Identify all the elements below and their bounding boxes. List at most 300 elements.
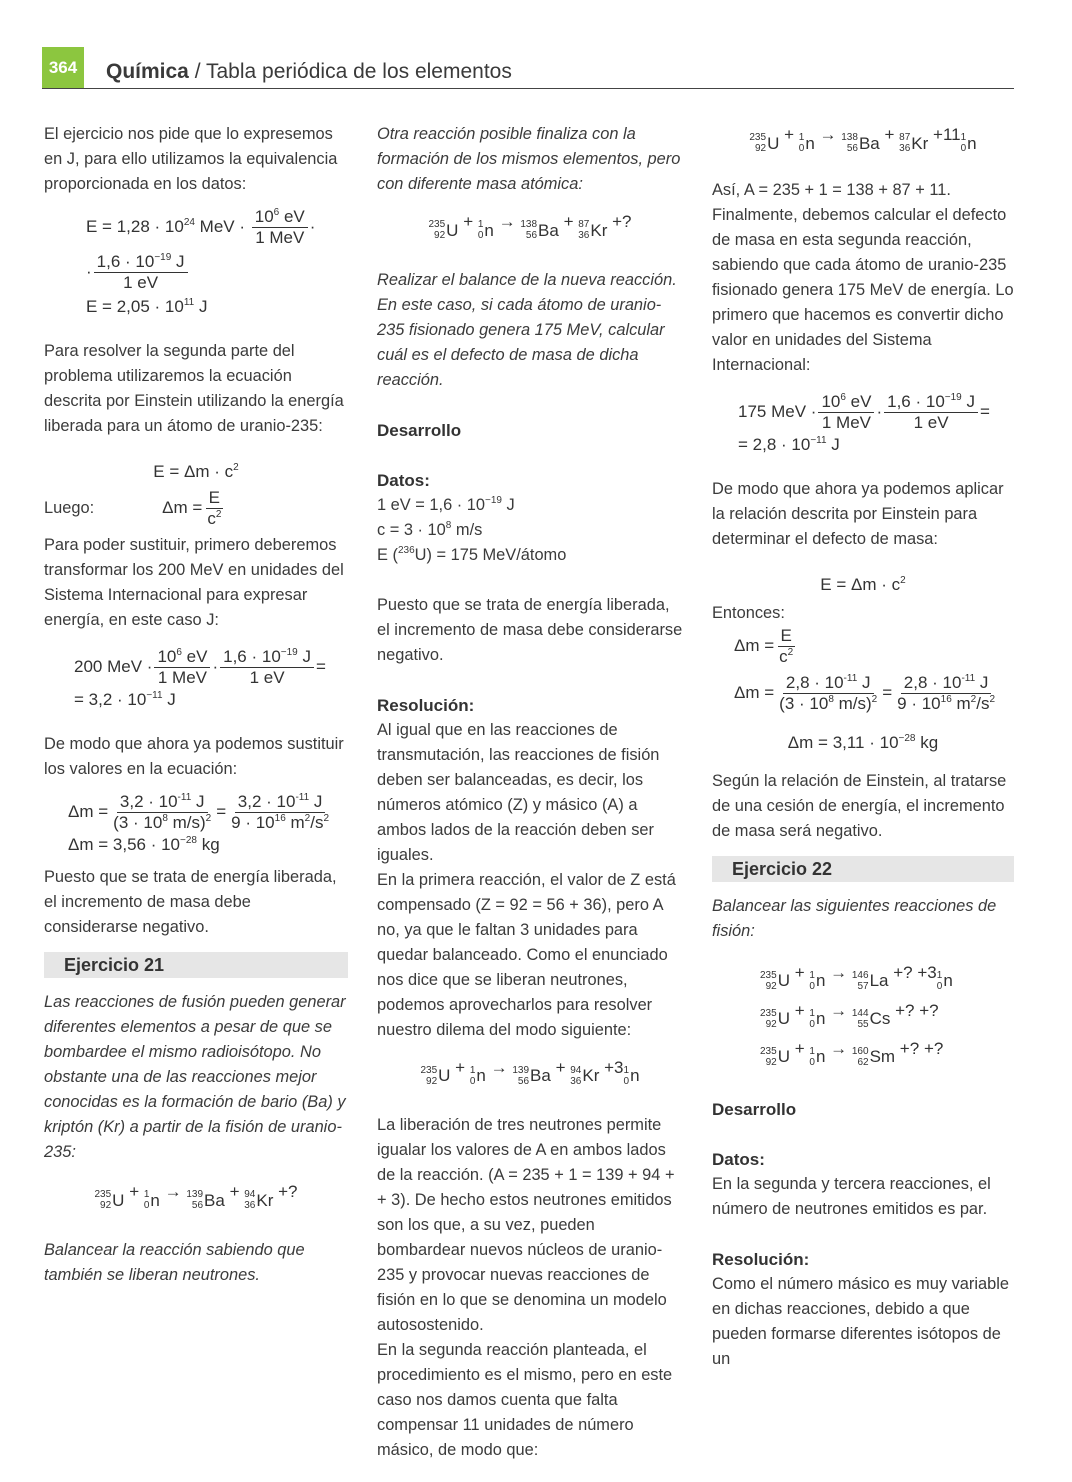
fraction (252, 207, 308, 248)
paragraph: La liberación de tres neutrones permite igualar los valores de A en ambos lados de la reacción. (A = 235 + 1 = 139 + 94 + + 3). De hecho estos neutrones emitidos son los que, a su vez, pueden bombardear nuevos núcleos de uranio-235 y provocar nuevas reacciones de fisión en lo que se denomina un modelo autosostenido. (377, 1116, 675, 1334)
eq-term: 1,6 · 10 (223, 647, 281, 666)
plus-sign: + (129, 1182, 140, 1201)
atomic-number: 0 (809, 1018, 815, 1030)
coefficient: 3 (614, 1057, 624, 1077)
nuclide (809, 1004, 825, 1034)
unknown: ? (933, 1038, 944, 1058)
equation-energy-joules: $E = 1,28 \cdot 10^{24}$ MeV · $\frac{10^6 eV}{\text{1 MeV}}$ · · $\frac{1,6 \cdot 10^{-19} J}{1 eV}$ $E = 2,05 \cdot 10^{11}$ J (86, 207, 316, 316)
eq-term: eV (181, 647, 208, 666)
eq-term: E (206, 488, 223, 509)
eq-term: 1 eV (913, 412, 949, 432)
eq-sup: −19 (154, 252, 172, 263)
nuclide (760, 1042, 790, 1072)
nuclide (428, 218, 458, 243)
fraction (776, 626, 796, 667)
element-symbol: n (484, 220, 494, 240)
mass-number: 160 (851, 1045, 869, 1057)
mass-number: 1 (960, 132, 967, 143)
nuclide (760, 966, 790, 996)
eq-term: Δm = (68, 801, 109, 821)
eq-term: 1,6 · 10 (96, 252, 155, 271)
eq-term: m (285, 813, 305, 832)
eq-sup: -11 (961, 672, 976, 684)
element-symbol: La (869, 970, 889, 990)
fraction (204, 488, 224, 529)
atomic-number: 0 (469, 1075, 476, 1087)
atomic-number: 36 (578, 230, 590, 241)
mass-number: 1 (477, 219, 484, 230)
fraction (228, 792, 332, 833)
data-line (377, 493, 683, 518)
paragraph: Así, A = 235 + 1 = 138 + 87 + 11. Finalmente, debemos calcular el defecto de masa en esta segunda reacción, sabiendo que cada átomo de uranio-235 fisionado genera 175 MeV de energía. Lo primero que hacemos es convertir dicho valor en unidades del Sistema Internacional: (712, 180, 1014, 374)
arrow: → (498, 212, 516, 231)
eq-sup: 8 (162, 813, 168, 824)
plus-sign: + (555, 1057, 566, 1077)
reaction-2 (377, 209, 683, 243)
separator: / (188, 60, 206, 83)
eq-term: eV (845, 391, 872, 411)
column-1 (44, 122, 348, 1288)
plus-sign: + (604, 1057, 615, 1077)
mass-number: 1 (798, 132, 805, 143)
eq-sup: 2 (970, 693, 977, 705)
element-symbol: n (815, 1046, 826, 1066)
page-number: 364 (42, 47, 84, 89)
nuclide (512, 1063, 550, 1088)
eq-term: m/s) (833, 693, 872, 713)
atomic-number: 62 (857, 1056, 869, 1068)
equation-200mev: 200 MeV · $\frac{10^6 eV}{\text{1 MeV}}$ · $\frac{1,6 \cdot 10^{-19} J}{1 eV}$ = = $3,2 \cdot 10^{-11}$ J (74, 647, 326, 709)
eq-term: = 3,2 · 10 (74, 690, 147, 709)
eq-term: E = Δm · c (820, 574, 901, 594)
reaction-cs (760, 996, 1014, 1034)
paragraph: En la segunda y tercera reacciones, el número de neutrones emitidos es par. (712, 1174, 991, 1218)
plus-sign: + (899, 1038, 910, 1058)
eq-sup: -11 (177, 792, 192, 803)
mass-number: 139 (186, 1189, 204, 1200)
mass-number: 139 (512, 1064, 530, 1076)
equation-delta-m (162, 488, 226, 529)
eq-sup: −28 (180, 835, 197, 846)
plus-sign: + (278, 1182, 289, 1201)
atomic-number: 0 (809, 980, 815, 992)
exercise-21-heading: Ejercicio 21 (44, 952, 348, 978)
eq-sup: 11 (183, 297, 195, 308)
atomic-number: 36 (570, 1075, 582, 1087)
eq-term: Δm = (734, 635, 775, 655)
fraction (776, 673, 880, 714)
paragraph: Balancear la reacción sabiendo que también se liberan neutrones. (44, 1240, 305, 1284)
eq-term: 1 MeV (821, 412, 872, 432)
eq-sup: 2 (787, 646, 794, 658)
eq-term: J (162, 690, 176, 709)
element-symbol: n (805, 133, 815, 153)
column-2 (377, 122, 683, 1463)
plus-sign: + (563, 212, 574, 231)
plus-sign: + (884, 125, 895, 144)
paragraph: Balancear las siguientes reacciones de fisión: (712, 896, 997, 940)
nuclide (852, 1004, 890, 1034)
atomic-number: 0 (623, 1075, 630, 1087)
atomic-number: 0 (143, 1200, 150, 1211)
nuclide (144, 1188, 160, 1213)
eq-sup: 2 (205, 813, 212, 824)
atomic-number: 0 (936, 980, 943, 992)
paragraph: Las reacciones de fusión pueden generar diferentes elementos a pesar de que se bombardee el mismo radioisótopo. No obstante una de las reacciones mejor conocidas es la formación de bario (Ba) y kriptón (Kr) a partir de la fisión de uranio-235: (44, 993, 346, 1161)
eq-term: 200 MeV · (74, 656, 153, 676)
arrow: → (830, 1038, 848, 1058)
eq-term: c (779, 646, 788, 666)
eq-term: 2,8 · 10 (785, 672, 844, 692)
eq-sup: 8 (828, 693, 834, 705)
nuclide (478, 218, 494, 243)
atomic-number: 56 (517, 1075, 530, 1087)
plus-sign: + (455, 1057, 466, 1077)
paragraph: El ejercicio nos pide que lo expresemos en J, para ello utilizamos la equivalencia proporcionada en los datos: (44, 125, 338, 193)
exercise-22-heading: Ejercicio 22 (712, 856, 1014, 882)
eq-sup: −11 (146, 690, 163, 701)
unknown: ? (905, 1000, 915, 1020)
nuclide (852, 1042, 895, 1072)
eq-sup: 2 (215, 509, 222, 520)
eq-term: Δm = 3,11 · 10 (787, 732, 899, 752)
subheading-resolucion: Resolución: (377, 695, 475, 715)
unknown: ? (288, 1182, 298, 1201)
fraction (818, 392, 874, 433)
eq-term: c (207, 509, 216, 528)
paragraph: Como el número másico es muy variable en dichas reacciones, debido a que pueden formarse diferentes isótopos de un (712, 1274, 1009, 1368)
subheading-resolucion: Resolución: (712, 1249, 810, 1269)
eq-term: 9 · 10 (231, 813, 275, 832)
reaction-1-balanced (377, 1055, 683, 1089)
nuclide (470, 1063, 486, 1088)
eq-sup: 16 (274, 813, 286, 824)
atomic-number: 0 (477, 230, 484, 241)
eq-term: J (309, 792, 323, 811)
plus-sign: + (794, 1038, 805, 1058)
eq-term: MeV · (194, 216, 246, 236)
eq-term: Δm = 3,56 · 10 (68, 835, 180, 854)
element-symbol: n (967, 133, 977, 153)
element-symbol: Cs (869, 1008, 891, 1028)
equation-einstein (44, 459, 348, 484)
atomic-number: 36 (244, 1200, 256, 1211)
eq-term: eV (279, 207, 305, 226)
text: E ( (377, 545, 398, 564)
plus-sign: + (612, 212, 623, 231)
chapter-title: Tabla periódica de los elementos (206, 60, 512, 83)
plus-sign: + (463, 212, 474, 231)
mass-number: 235 (749, 132, 767, 143)
eq-term: J (961, 391, 975, 411)
plus-sign: + (919, 1000, 930, 1020)
eq-sup: 2 (323, 813, 330, 824)
plus-sign: + (895, 1000, 906, 1020)
nuclide (624, 1063, 640, 1088)
atomic-number: 55 (857, 1018, 869, 1030)
atomic-number: 36 (899, 143, 911, 154)
section-heading-desarrollo: Desarrollo (377, 420, 462, 440)
coefficient: 3 (927, 962, 937, 982)
paragraph: En la segunda reacción planteada, el procedimiento es el mismo, pero en este caso nos damos cuenta que falta compensar 11 unidades de número másico, de modo que: (377, 1341, 673, 1459)
reaction-1 (44, 1179, 348, 1213)
eq-term: 3,2 · 10 (237, 792, 296, 811)
eq-term: (3 · 10 (113, 813, 163, 832)
element-symbol: n (815, 1008, 826, 1028)
atomic-number: 56 (191, 1200, 204, 1211)
fraction (94, 252, 188, 293)
fraction (154, 647, 210, 688)
nuclide (570, 1063, 599, 1088)
nuclide (899, 131, 928, 156)
eq-sup: 2 (900, 574, 906, 586)
subheading-datos: Datos: (377, 470, 430, 490)
element-symbol: Kr (256, 1190, 274, 1210)
eq-sup: 24 (183, 216, 195, 228)
plus-sign: + (933, 125, 943, 144)
fraction (894, 673, 998, 714)
mass-number: 235 (760, 969, 777, 981)
fraction (110, 792, 214, 833)
entonces-label: Entonces: (712, 603, 785, 622)
nuclide (244, 1188, 273, 1213)
eq-term: 1 eV (123, 273, 159, 292)
eq-term: 10 (254, 207, 274, 226)
eq-sup: 6 (176, 647, 182, 658)
atomic-number: 56 (525, 230, 538, 241)
eq-term: 1,6 · 10 (887, 391, 945, 411)
mass-number: 1 (936, 969, 943, 981)
eq-term: E = Δm · c (153, 462, 234, 481)
nuclide (841, 131, 879, 156)
nuclide (94, 1188, 124, 1213)
plus-sign: + (229, 1182, 240, 1201)
paragraph: Según la relación de Einstein, al tratarse de una cesión de energía, el incremento de masa será negativo. (712, 771, 1007, 840)
eq-term: J (857, 672, 871, 692)
plus-sign: + (784, 125, 795, 144)
eq-term: kg (196, 835, 220, 854)
eq-term: = (315, 656, 326, 676)
mass-number: 1 (809, 969, 815, 981)
eq-sup: 16 (940, 693, 952, 705)
reaction-2-balanced (712, 122, 1014, 156)
mass-number: 1 (809, 1045, 815, 1057)
nuclide (760, 1004, 790, 1034)
element-symbol: Sm (869, 1046, 896, 1066)
element-symbol: n (943, 970, 953, 990)
atomic-number: 57 (857, 980, 869, 992)
eq-term: Δm = (734, 682, 775, 702)
nuclide (852, 966, 889, 996)
reaction-sm (760, 1034, 1014, 1072)
element-symbol: U (777, 1046, 790, 1066)
plus-sign: + (794, 962, 805, 982)
nuclide (749, 131, 779, 156)
element-symbol: Kr (911, 133, 929, 153)
element-symbol: U (777, 1008, 790, 1028)
equation-delta-m-2 (734, 673, 1014, 714)
element-symbol: Ba (538, 220, 559, 240)
reaction-la (760, 958, 1014, 996)
plus-sign: + (794, 1000, 805, 1020)
eq-term: 10 (821, 391, 841, 411)
paragraph: Puesto que se trata de energía liberada, el incremento de masa debe considerarse negativo. (44, 868, 337, 936)
luego-label: Luego: (44, 499, 95, 517)
nuclide (420, 1063, 450, 1088)
eq-term: (3 · 10 (779, 693, 829, 713)
unknown: ? (622, 212, 632, 231)
element-symbol: n (815, 970, 826, 990)
paragraph: Para poder sustituir, primero deberemos transformar los 200 MeV en unidades del Sistema Internacional para expresar energía, en este caso J: (44, 536, 344, 629)
mass-number: 1 (623, 1064, 630, 1076)
text: c = 3 · 10 (377, 520, 446, 539)
fraction (220, 647, 314, 688)
mass-number: 235 (420, 1064, 438, 1076)
eq-term: J (191, 792, 205, 811)
mass-number: 94 (244, 1189, 256, 1200)
element-symbol: Kr (582, 1066, 600, 1085)
header-rule (42, 88, 1014, 89)
eq-term: 1 MeV (255, 228, 305, 247)
mass-number: 1 (469, 1064, 476, 1076)
eq-term: 9 · 10 (897, 693, 941, 713)
subject: Química (106, 60, 189, 83)
atomic-number: 92 (765, 1056, 777, 1068)
mass-number: 146 (851, 969, 869, 981)
equation-175mev: 175 MeV · $\frac{10^6 eV}{\text{1 MeV}}$ · $\frac{1,6 \cdot 10^{-19} J}{1 eV}$ = = $2,8 \cdot 10^{-11}$ J (738, 391, 990, 454)
equation-result (712, 730, 1014, 755)
plus-sign: + (893, 962, 904, 982)
atomic-number: 56 (846, 143, 858, 154)
eq-term: J (171, 252, 185, 271)
paragraph: Para resolver la segunda parte del problema utilizaremos la ecuación descrita por Einstein utilizando la energía liberada para un átomo de uranio-235: (44, 342, 344, 435)
unknown: ? (909, 1038, 920, 1058)
atomic-number: 92 (426, 1075, 438, 1087)
eq-sup: -11 (843, 672, 858, 684)
arrow: → (164, 1182, 182, 1201)
nuclide (937, 966, 953, 996)
running-header (106, 60, 512, 84)
paragraph: De modo que ahora ya podemos aplicar la relación descrita por Einstein para determinar el defecto de masa: (712, 479, 1004, 548)
eq-term: 10 (157, 647, 177, 666)
mass-number: 87 (899, 132, 911, 143)
eq-term: E (778, 626, 795, 647)
nuclide (520, 218, 558, 243)
paragraph: De modo que ahora ya podemos sustituir los valores en la ecuación: (44, 735, 344, 778)
section-heading-desarrollo: Desarrollo (712, 1099, 797, 1119)
element-symbol: Ba (858, 133, 880, 153)
eq-sup: −19 (280, 647, 298, 658)
paragraph: Otra reacción posible finaliza con la formación de los mismos elementos, pero con diferente masa atómica: (377, 125, 681, 193)
equation-delta-m (734, 626, 1014, 667)
eq-term: /s (976, 693, 990, 713)
eq-term: J (975, 672, 989, 692)
mass-number: 138 (841, 132, 858, 143)
element-symbol: n (630, 1066, 640, 1085)
eq-term: = (216, 801, 227, 821)
unknown: ? (903, 962, 913, 982)
paragraph: Puesto que se trata de energía liberada, el incremento de masa debe considerarse negativo. (377, 595, 683, 664)
text: 1 eV = 1,6 · 10 (377, 495, 485, 514)
eq-term: J (826, 434, 840, 454)
eq-term: 3,2 · 10 (119, 792, 178, 811)
eq-sup: 236 (397, 544, 415, 556)
mass-number: 94 (570, 1064, 582, 1076)
eq-term: m (951, 693, 971, 713)
atomic-number: 0 (960, 143, 967, 154)
nuclide (186, 1188, 224, 1213)
atomic-number: 92 (100, 1200, 112, 1211)
element-symbol: Kr (590, 220, 608, 240)
eq-term: m/s) (167, 813, 206, 832)
arrow: → (490, 1057, 508, 1077)
mass-number: 235 (760, 1007, 777, 1019)
eq-sup: 6 (273, 207, 280, 218)
element-symbol: Ba (204, 1190, 225, 1210)
eq-term: 1 MeV (157, 668, 208, 687)
atomic-number: 0 (809, 1056, 815, 1068)
mass-number: 235 (428, 219, 446, 230)
element-symbol: Ba (530, 1066, 551, 1085)
plus-sign: + (923, 1038, 934, 1058)
nuclide (809, 966, 825, 996)
data-line (377, 518, 683, 543)
eq-sup: 2 (233, 462, 239, 473)
atomic-number: 92 (754, 143, 767, 154)
text: J (501, 495, 515, 514)
eq-sup: 2 (871, 693, 878, 705)
eq-term: 2,8 · 10 (903, 672, 962, 692)
nuclide (809, 1042, 825, 1072)
element-symbol: U (777, 970, 790, 990)
data-line (377, 543, 683, 568)
atomic-number: 92 (434, 230, 446, 241)
unknown: ? (929, 1000, 939, 1020)
nuclide (961, 131, 977, 156)
atomic-number: 92 (765, 980, 777, 992)
eq-sup: 2 (304, 813, 311, 824)
element-symbol: U (446, 220, 459, 240)
arrow: → (830, 1000, 848, 1020)
subheading-datos: Datos: (712, 1149, 765, 1169)
text: U) = 175 MeV/átomo (414, 545, 567, 564)
element-symbol: U (767, 133, 780, 153)
plus-sign: + (917, 962, 928, 982)
eq-term: E = 1,28 · 10 (86, 216, 184, 236)
element-symbol: n (150, 1190, 160, 1210)
text: m/s (451, 520, 483, 539)
eq-term: 1 eV (249, 668, 285, 687)
eq-term: /s (310, 813, 324, 832)
eq-sup: −28 (898, 732, 916, 744)
equation-delta-m-1 (68, 792, 348, 857)
eq-term: E = 2,05 · 10 (86, 297, 184, 316)
coefficient: 11 (942, 125, 961, 144)
eq-term: = 2,8 · 10 (738, 434, 811, 454)
eq-sup: −11 (810, 434, 827, 446)
eq-term: = (979, 401, 990, 421)
mass-number: 235 (760, 1045, 777, 1057)
eq-sup: −19 (944, 391, 962, 403)
nuclide (578, 218, 607, 243)
eq-term: = (882, 682, 893, 702)
paragraph: Realizar el balance de la nueva reacción. En este caso, si cada átomo de uranio-235 fisionado genera 175 MeV, calcular cuál es el defecto de masa de dicha reacción. (377, 270, 677, 389)
eq-sup: −19 (484, 494, 502, 506)
paragraph: En la primera reacción, el valor de Z está compensado (Z = 92 = 56 + 36), pero A no, ya que le faltan 3 unidades para quedar balanceado. Como el enunciado nos dice que se liberan neutrones, podemos aprovecharlos para resolver nuestro dilema del modo siguiente: (377, 870, 676, 1039)
fraction (884, 392, 978, 433)
column-3 (712, 122, 1014, 1372)
arrow: → (819, 125, 837, 144)
